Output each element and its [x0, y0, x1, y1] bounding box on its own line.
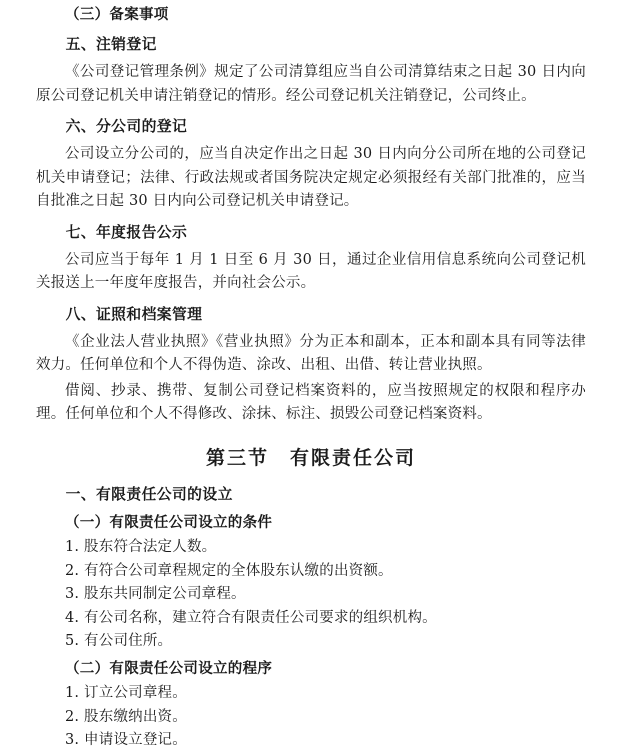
section-title-limited-liability-company: 第三节 有限责任公司 [205, 446, 416, 469]
list-item: 1. 股东符合法定人数。 [65, 539, 217, 556]
subheading-llc-conditions: （一）有限责任公司设立的条件 [65, 513, 273, 531]
document-page [0, 3, 620, 749]
paragraph-business-license: 《企业法人营业执照》《营业执照》分为正本和副本，正本和副本具有同等法律效力。任何单位和个人不得伪造、涂改、出租、出借、转让营业执照。 [36, 333, 586, 374]
document-body [0, 3, 620, 753]
heading-branch-registration: 六、分公司的登记 [65, 118, 188, 136]
list-item: 5. 有公司住所。 [65, 633, 173, 650]
paragraph-cancellation-registration: 《公司登记管理条例》规定了公司清算组应当自公司清算结束之日起 30 日内向原公司登记机关申请注销登记的情形。经公司登记机关注销登记，公司终止。 [36, 64, 586, 104]
paragraph-archive-materials: 借阅、抄录、携带、复制公司登记档案资料的，应当按照规定的权限和程序办理。任何单位和个人不得修改、涂抹、标注、损毁公司登记档案资料。 [36, 382, 586, 423]
subheading-filing-matters: （三）备案事项 [65, 6, 169, 23]
paragraph-annual-report-disclosure: 公司应当于每年 1 月 1 日至 6 月 30 日，通过企业信用信息系统向公司登记机关报送上一年度年度报告，并向社会公示。 [36, 251, 586, 292]
subheading-llc-procedures: （二）有限责任公司设立的程序 [65, 659, 273, 677]
heading-annual-report-disclosure: 七、年度报告公示 [65, 223, 188, 241]
heading-license-and-archive-management: 八、证照和档案管理 [65, 305, 203, 323]
list-item: 4. 有公司名称，建立符合有限责任公司要求的组织机构。 [65, 609, 437, 626]
list-item: 2. 股东缴纳出资。 [65, 708, 187, 725]
list-item: 3. 股东共同制定公司章程。 [65, 586, 246, 603]
list-item: 3. 申请设立登记。 [65, 732, 187, 749]
paragraph-branch-registration: 公司设立分公司的，应当自决定作出之日起 30 日内向分公司所在地的公司登记机关申请登记；法律、行政法规或者国务院决定规定必须报经有关部门批准的，应当自批准之日起 30 日内向公司登记机关申请登记。 [36, 146, 586, 210]
list-item: 2. 有符合公司章程规定的全体股东认缴的出资额。 [65, 562, 393, 579]
heading-llc-establishment: 一、有限责任公司的设立 [65, 485, 233, 503]
heading-cancellation-registration: 五、注销登记 [65, 36, 157, 54]
list-item: 1. 订立公司章程。 [65, 685, 187, 702]
